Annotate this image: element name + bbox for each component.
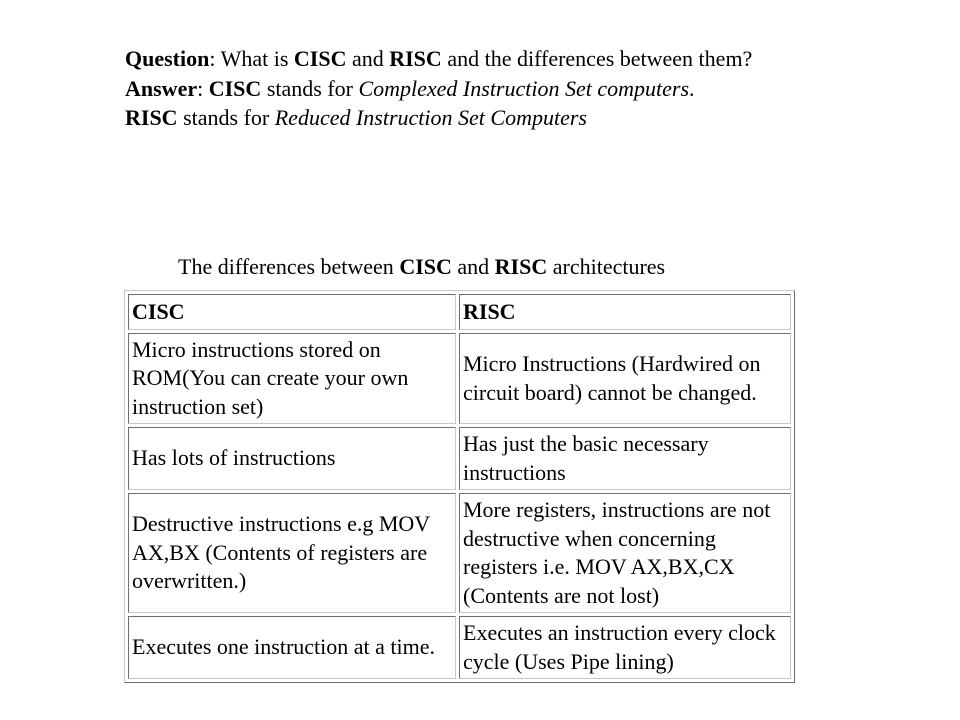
question-cisc: CISC — [293, 46, 347, 71]
answer-cisc-full: Complexed Instruction Set computers — [358, 75, 690, 101]
question-risc: RISC — [389, 46, 442, 71]
table-caption — [178, 253, 665, 281]
differences-table — [124, 290, 795, 683]
cisc-cell: Micro instructions stored on ROM(You can create your own instruction set) — [128, 333, 456, 424]
caption-text-1: The differences between — [178, 254, 400, 279]
risc-cell: Micro Instructions (Hardwired on circuit board) cannot be changed. — [459, 333, 791, 424]
answer-text-1: : — [197, 75, 209, 101]
question-paragraph — [125, 44, 825, 74]
caption-text-3: architectures — [547, 254, 666, 279]
caption-text-2: and — [451, 254, 495, 279]
answer-paragraph — [125, 74, 825, 133]
question-text-2: and — [346, 46, 390, 71]
table-row — [128, 333, 791, 424]
header-risc: RISC — [459, 294, 791, 330]
table-row — [128, 427, 791, 490]
risc-cell: Executes an instruction every clock cycle (Uses Pipe lining) — [459, 616, 791, 679]
answer-cisc: CISC — [208, 75, 262, 101]
answer-label: Answer — [125, 75, 198, 101]
risc-cell: Has just the basic necessary instructions — [459, 427, 791, 490]
question-text-1: : What is — [209, 46, 294, 71]
caption-risc: RISC — [494, 254, 548, 279]
answer-text-2: stands for — [261, 75, 359, 101]
answer-risc-full: Reduced Instruction Set Computers — [274, 105, 587, 130]
answer-text-3: stands for — [177, 105, 275, 130]
question-label: Question — [125, 46, 210, 71]
cisc-cell: Has lots of instructions — [128, 427, 456, 490]
question-answer-block — [125, 44, 825, 133]
cisc-cell: Destructive instructions e.g MOV AX,BX (Contents of registers are overwritten.) — [128, 493, 456, 613]
cisc-cell: Executes one instruction at a time. — [128, 616, 456, 679]
table-header-row — [128, 294, 791, 330]
caption-cisc: CISC — [399, 254, 452, 279]
question-text-3: and the differences between them? — [441, 46, 753, 71]
table-row — [128, 493, 791, 613]
answer-risc: RISC — [125, 105, 178, 130]
header-cisc: CISC — [128, 294, 456, 330]
answer-period: . — [689, 75, 695, 101]
risc-cell: More registers, instructions are not destructive when concerning registers i.e. MOV AX,BX,CX (Contents are not lost) — [459, 493, 791, 613]
table-row — [128, 616, 791, 679]
